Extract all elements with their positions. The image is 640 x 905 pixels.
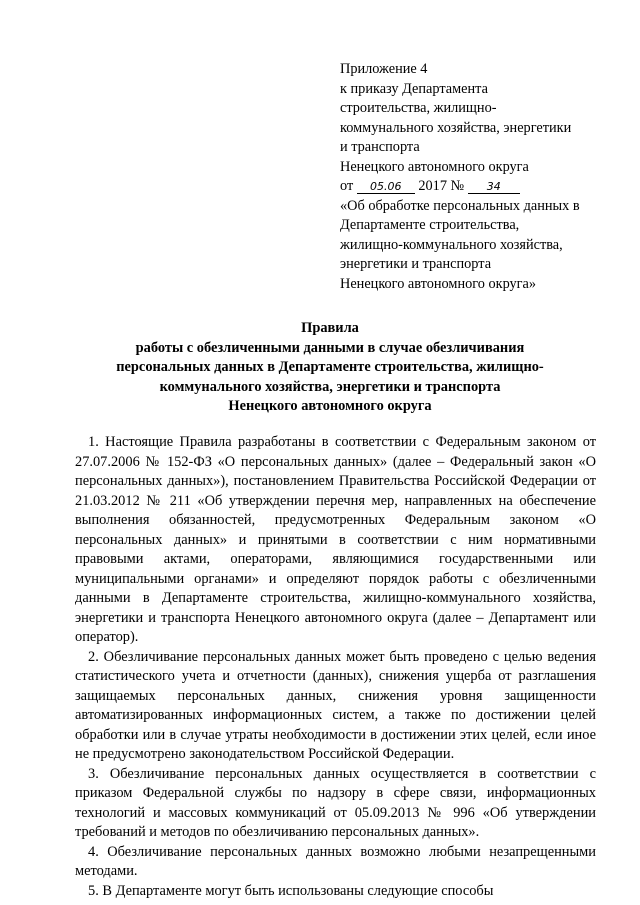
document-title <box>80 319 580 417</box>
appendix-line: коммунального хозяйства, энергетики <box>340 119 572 136</box>
title-line: коммунального хозяйства, энергетики и транспорта <box>159 378 501 395</box>
appendix-line: энергетики и транспорта <box>340 256 492 272</box>
title-line: Ненецкого автономного округа <box>228 398 432 414</box>
appendix-block <box>340 60 620 294</box>
appendix-line: жилищно-коммунального хозяйства, <box>340 236 563 253</box>
title-line: Правила <box>301 320 359 336</box>
date-prefix: от <box>340 178 354 194</box>
title-line: работы с обезличенными данными в случае обезличивания <box>135 339 525 356</box>
appendix-line: строительства, жилищно- <box>340 100 497 116</box>
paragraph-3: 3. Обезличивание персональных данных осуществляется в соответствии с приказом Федеральной службы по надзору в сфере связи, информационных технологий и массовых коммуникаций от 05.09.2013 № 996 «Об утверждении требований и методов по обезличиванию персональных данных». <box>75 765 596 840</box>
handwritten-date: 05.06 <box>357 180 415 194</box>
appendix-line: «Об обработке персональных данных в <box>340 197 580 214</box>
paragraph-5: 5. В Департаменте могут быть использованы следующие способы <box>88 882 494 899</box>
appendix-date-line <box>340 177 620 197</box>
paragraph-4: 4. Обезличивание персональных данных возможно любыми незапрещенными методами. <box>75 843 596 879</box>
document-body <box>75 433 596 901</box>
appendix-line: Департаменте строительства, <box>340 217 520 233</box>
paragraph-1: 1. Настоящие Правила разработаны в соответствии с Федеральным законом от 27.07.2006 № 152-ФЗ «О персональных данных» (далее – Федеральный закон «О персональных данных»), постановлением Правительства Российской Федерации от 21.03.2012 № 211 «Об утверждении перечня мер, направленных на обеспечение выполнения обязанностей, предусмотренных Федеральным законом «О персональных данных» и принятыми в соответствии с ним нормативными правовыми актами, операторами, являющимися государственными или муниципальными органами» и определяют порядок работы с обезличенными данными в Департаменте строительства, жилищно-коммунального хозяйства, энергетики и транспорта Ненецкого автономного округа (далее – Департамент или оператор). <box>75 434 596 645</box>
title-line: персональных данных в Департаменте строительства, жилищно- <box>116 359 544 375</box>
appendix-line: Ненецкого автономного округа <box>340 158 529 175</box>
handwritten-number: 34 <box>468 180 520 194</box>
paragraph-2: 2. Обезличивание персональных данных может быть проведено с целью ведения статистического учета и отчетности (данных), снижения ущерба от разглашения защищаемых персональных данных, снижения уровня защищенности автоматизированных информационных систем, а также по достижении целей обработки или в случае утраты необходимости в достижении этих целей, если иное не предусмотрено законодательством Российской Федерации. <box>75 648 596 762</box>
appendix-line: к приказу Департамента <box>340 80 488 97</box>
appendix-line: и транспорта <box>340 139 420 155</box>
year-number-label: 2017 № <box>418 178 465 194</box>
appendix-line: Ненецкого автономного округа» <box>340 275 537 292</box>
appendix-line: Приложение 4 <box>340 61 428 77</box>
